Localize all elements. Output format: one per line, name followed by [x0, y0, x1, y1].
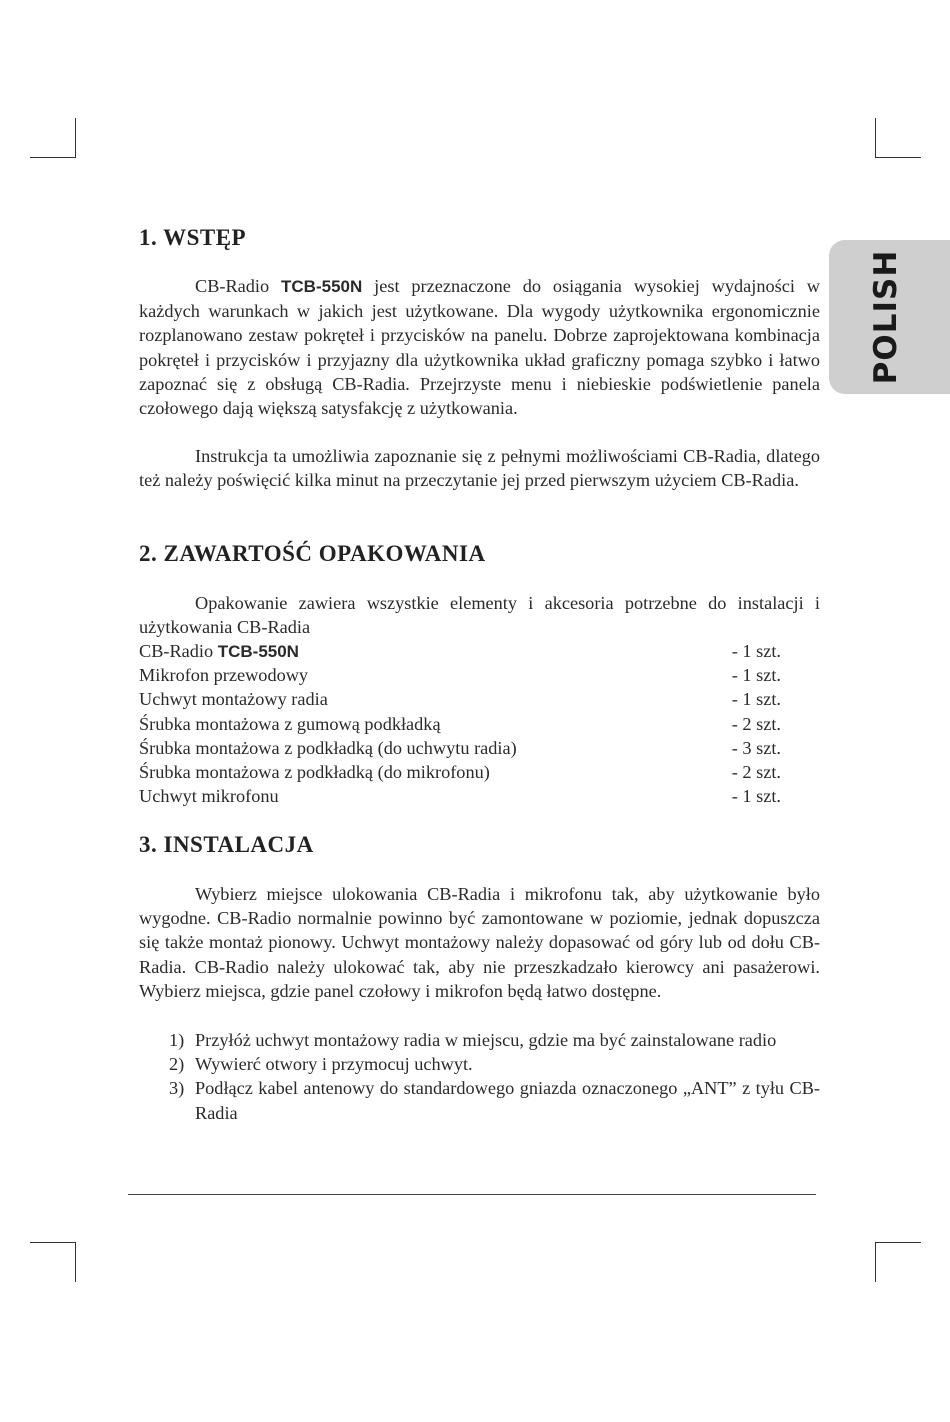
- section-heading-intro: 1. WSTĘP: [139, 225, 247, 250]
- step-text: Przyłóż uchwyt montażowy radia w miejscu, gdzie ma być zainstalowane radio: [195, 1030, 777, 1050]
- package-contents-list: [139, 639, 781, 808]
- step-number: 3): [169, 1078, 185, 1099]
- intro-text-rest: jest przeznaczone do osiągania wysokiej wydajności w każdych warunkach w jakich jest użytkowane. Dla wygody użytkownika ergonomicznie rozplanowano zestaw pokręteł i przycisków na panelu. Dobrze zaprojektowana kombinacja pokręteł i przycisków i przyjazny dla użytkownika układ graficzny pomaga szybko i łatwo zapoznać się z obsługą CB-Radia. Przejrzyste menu i niebieskie podświetlenie panela czołowego dają większą satysfakcję z użytkowania.: [139, 276, 820, 419]
- install-paragraph: Wybierz miejsce ulokowania CB-Radia i mikrofonu tak, aby użytkowanie było wygodne. CB-Radio normalnie powinno być zamontowane w poziomie, jednak dopuszcza się także montaż pionowy. Uchwyt montażowy należy dopasować od góry lub od dołu CB-Radia. CB-Radio należy ulokować tak, aby nie przeszkadzało kierowcy ani pasażerowi. Wybierz miejsca, gdzie panel czołowy i mikrofon będą łatwo dostępne.: [139, 884, 820, 1001]
- intro-text-start: CB-Radio: [195, 276, 282, 296]
- list-item: [139, 1028, 820, 1052]
- list-item: [139, 736, 781, 760]
- crop-mark-bottom-left-v: [75, 1242, 76, 1282]
- list-item: [139, 1052, 820, 1076]
- item-name: Uchwyt mikrofonu: [139, 786, 279, 807]
- item-name: Śrubka montażowa z gumową podkładką: [139, 713, 441, 734]
- install-steps-list: [139, 1028, 820, 1125]
- item-quantity: - 1 szt.: [731, 689, 781, 710]
- item-quantity: - 2 szt.: [731, 713, 781, 734]
- item-name: Śrubka montażowa z podkładką (do mikrofonu): [139, 761, 490, 782]
- step-number: 1): [169, 1030, 185, 1050]
- list-item: [139, 712, 781, 736]
- crop-mark-bottom-right-h: [875, 1242, 921, 1243]
- language-tab-label: POLISH: [868, 249, 904, 385]
- item-quantity: - 2 szt.: [731, 761, 781, 782]
- list-item: [139, 687, 781, 711]
- item-name: Uchwyt montażowy radia: [139, 689, 328, 710]
- item-name-text: CB-Radio: [139, 641, 218, 661]
- intro-paragraph-1: [139, 274, 820, 420]
- model-name: [281, 277, 362, 296]
- step-number: 2): [169, 1054, 185, 1075]
- section-heading-install: 3. INSTALACJA: [139, 832, 314, 857]
- list-item: [139, 639, 781, 663]
- item-name: Śrubka montażowa z podkładką (do uchwytu radia): [139, 737, 517, 758]
- model-name-text: TCB-550N: [281, 277, 363, 296]
- step-text: Wywierć otwory i przymocuj uchwyt.: [195, 1054, 473, 1075]
- model-name-text: TCB-550N: [217, 642, 299, 661]
- section-heading-contents: 2. ZAWARTOŚĆ OPAKOWANIA: [139, 541, 486, 566]
- item-name: [139, 641, 299, 661]
- list-item: [139, 760, 781, 784]
- crop-mark-top-left-h: [30, 157, 76, 158]
- list-item: [139, 663, 781, 687]
- intro-paragraph-2: Instrukcja ta umożliwia zapoznanie się z pełnymi możliwościami CB-Radia, dlatego też należy poświęcić kilka minut na przeczytanie jej przed pierwszym użyciem CB-Radia.: [139, 446, 820, 491]
- crop-mark-top-left-v: [75, 118, 76, 158]
- crop-mark-top-right-v: [875, 118, 876, 158]
- crop-mark-bottom-left-h: [30, 1242, 76, 1243]
- item-quantity: - 3 szt.: [731, 737, 781, 758]
- crop-mark-bottom-right-v: [875, 1242, 876, 1282]
- item-quantity: - 1 szt.: [731, 665, 781, 686]
- list-item: [139, 1076, 820, 1124]
- item-quantity: - 1 szt.: [731, 641, 781, 661]
- item-name: Mikrofon przewodowy: [139, 665, 309, 686]
- contents-paragraph: Opakowanie zawiera wszystkie elementy i akcesoria potrzebne do instalacji i użytkowania CB-Radia: [139, 593, 820, 638]
- step-text: Podłącz kabel antenowy do standardowego gniazda oznaczonego „ANT” z tyłu CB-Radia: [195, 1078, 820, 1123]
- item-quantity: - 1 szt.: [731, 786, 781, 807]
- crop-mark-top-right-h: [875, 157, 921, 158]
- model-name: [218, 642, 299, 661]
- footer-divider: [128, 1194, 816, 1195]
- list-item: [139, 784, 781, 808]
